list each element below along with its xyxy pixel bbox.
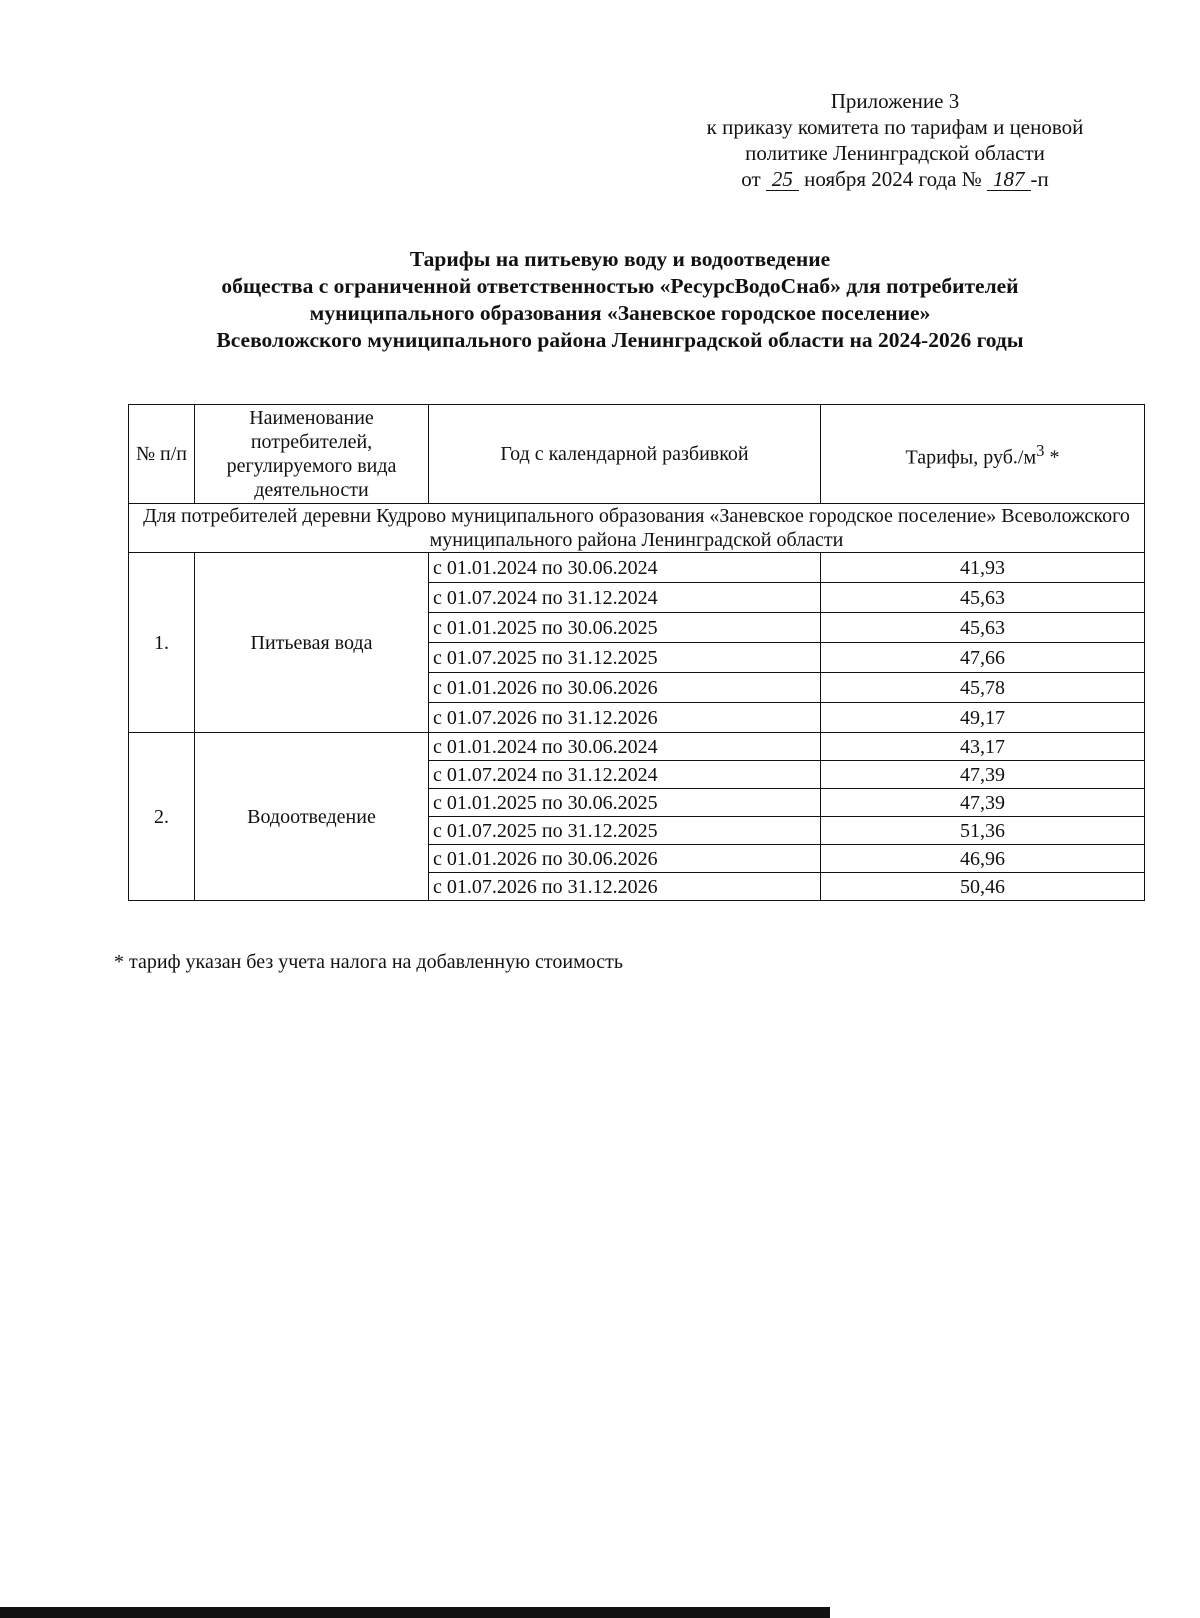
tariff-value: 47,39 bbox=[821, 789, 1145, 817]
annex-title: Приложение 3 bbox=[830, 89, 960, 113]
header-tariff bbox=[821, 405, 1145, 504]
tariff-value: 51,36 bbox=[821, 817, 1145, 845]
title-line-1: Тарифы на питьевую воду и водоотведение bbox=[409, 247, 831, 271]
title-line-4: Всеволожского муниципального района Ленинградской области на 2024-2026 годы bbox=[216, 328, 1024, 352]
period-cell: с 01.01.2024 по 30.06.2024 bbox=[429, 733, 821, 761]
period-cell: с 01.01.2026 по 30.06.2026 bbox=[429, 845, 821, 873]
tariff-value: 45,63 bbox=[821, 613, 1145, 643]
period-cell: с 01.07.2026 по 31.12.2026 bbox=[429, 703, 821, 733]
header-num: № п/п bbox=[129, 405, 195, 504]
period-cell: с 01.07.2025 по 31.12.2025 bbox=[429, 643, 821, 673]
period-cell: с 01.07.2026 по 31.12.2026 bbox=[429, 873, 821, 901]
document-title bbox=[110, 246, 1130, 354]
handwritten-day: 25 bbox=[766, 168, 799, 191]
footnote: * тариф указан без учета налога на добавленную стоимость bbox=[114, 951, 623, 973]
tariff-value: 45,78 bbox=[821, 673, 1145, 703]
group-name: Питьевая вода bbox=[195, 553, 429, 733]
header-tariff-sup: 3 bbox=[1036, 440, 1045, 460]
annex-date-line bbox=[655, 166, 1135, 192]
header-tariff-label: Тарифы, руб./м bbox=[905, 446, 1037, 469]
tariff-value: 50,46 bbox=[821, 873, 1145, 901]
tariff-value: 46,96 bbox=[821, 845, 1145, 873]
period-cell: с 01.01.2024 по 30.06.2024 bbox=[429, 553, 821, 583]
order-suffix: -п bbox=[1030, 167, 1049, 191]
header-tariff-suffix: * bbox=[1044, 446, 1060, 469]
tariff-value: 43,17 bbox=[821, 733, 1145, 761]
header-period: Год с календарной разбивкой bbox=[429, 405, 821, 504]
annex-reference: к приказу комитета по тарифам и ценовой bbox=[706, 115, 1084, 139]
annex-header bbox=[655, 88, 1135, 192]
tariff-value: 47,66 bbox=[821, 643, 1145, 673]
title-line-3: муниципального образования «Заневское городское поселение» bbox=[309, 301, 931, 325]
table-header-row bbox=[129, 405, 1145, 504]
period-cell: с 01.01.2025 по 30.06.2025 bbox=[429, 789, 821, 817]
period-cell: с 01.07.2024 по 31.12.2024 bbox=[429, 761, 821, 789]
date-prefix: от bbox=[741, 167, 761, 191]
group-name: Водоотведение bbox=[195, 733, 429, 901]
period-cell: с 01.01.2025 по 30.06.2025 bbox=[429, 613, 821, 643]
group-number: 2. bbox=[129, 733, 195, 901]
table-row bbox=[129, 733, 1145, 761]
handwritten-order-number: 187 bbox=[987, 168, 1031, 191]
period-cell: с 01.07.2025 по 31.12.2025 bbox=[429, 817, 821, 845]
tariff-value: 41,93 bbox=[821, 553, 1145, 583]
period-cell: с 01.01.2026 по 30.06.2026 bbox=[429, 673, 821, 703]
annex-committee: политике Ленинградской области bbox=[745, 141, 1045, 165]
tariff-value: 45,63 bbox=[821, 583, 1145, 613]
section-row bbox=[129, 504, 1145, 553]
tariff-value: 49,17 bbox=[821, 703, 1145, 733]
scan-edge-bar bbox=[0, 1607, 830, 1618]
tariff-table bbox=[128, 404, 1145, 901]
header-name: Наименование потребителей, регулируемого вида деятельности bbox=[195, 405, 429, 504]
table-row bbox=[129, 553, 1145, 583]
title-line-2: общества с ограниченной ответственностью «РесурсВодоСнаб» для потребителей bbox=[221, 274, 1019, 298]
date-middle: ноября 2024 года № bbox=[804, 167, 982, 191]
section-title: Для потребителей деревни Кудрово муниципального образования «Заневское городское поселение» Всеволожского муниципального района Ленинградской области bbox=[129, 504, 1145, 553]
group-number: 1. bbox=[129, 553, 195, 733]
period-cell: с 01.07.2024 по 31.12.2024 bbox=[429, 583, 821, 613]
tariff-value: 47,39 bbox=[821, 761, 1145, 789]
